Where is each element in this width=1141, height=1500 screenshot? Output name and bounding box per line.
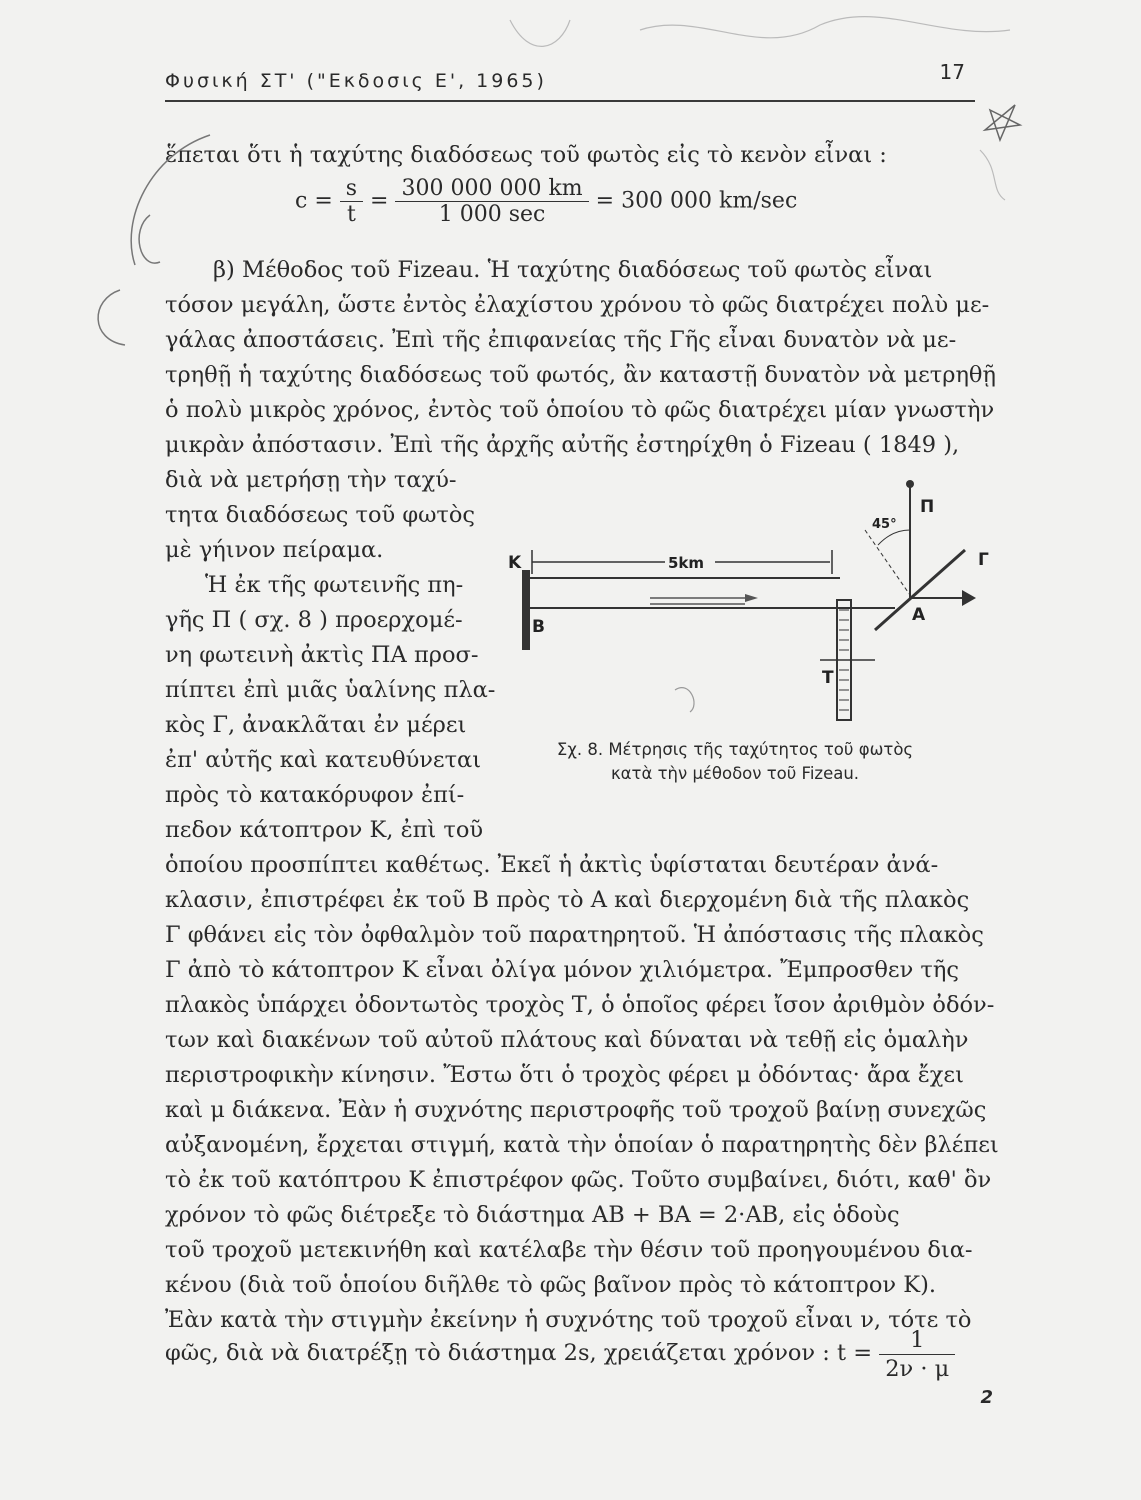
formula-result: = 300 000 km/sec <box>595 188 798 214</box>
distance-label: 5km <box>668 554 705 572</box>
text-line: τρηθῇ ἡ ταχύτης διαδόσεως τοῦ φωτός, ἂν καταστῇ δυνατὸν νὰ μετρηθῇ <box>165 362 996 388</box>
faint-pencil-stroke <box>980 150 1005 200</box>
fraction-denominator: t <box>346 202 356 227</box>
final-line-text: φῶς, διὰ νὰ διατρέξῃ τὸ διάστημα 2s, χρειάζεται χρόνον : <box>165 1340 830 1366</box>
observer-eye-icon <box>962 590 976 606</box>
caption-line-2: κατὰ τὴν μέθοδον τοῦ Fizeau. <box>610 764 860 783</box>
text-line: γάλας ἀποστάσεις. Ἐπὶ τῆς ἐπιφανείας τῆς Γῆς εἶναι δυνατὸν νὰ με- <box>165 327 957 353</box>
faint-pencil-stroke <box>510 20 570 46</box>
fraction-numerator: 1 <box>879 1326 955 1355</box>
text-line: Ἐὰν κατὰ τὴν στιγμὴν ἐκείνην ἡ συχνότης τοῦ τροχοῦ εἶναι ν, τότε τὸ <box>165 1307 972 1333</box>
fraction-numerator: s <box>340 176 363 202</box>
text-line: μὲ γήινον πείραμα. <box>165 537 384 563</box>
text-line: κένου (διὰ τοῦ ὁποίου διῆλθε τὸ φῶς βαῖνον πρὸς τὸ κάτοπτρον Κ). <box>165 1272 936 1298</box>
caption-line-1: Σχ. 8. Μέτρησις τῆς ταχύτητος τοῦ φωτὸς <box>556 740 914 759</box>
angle-arc <box>878 530 910 545</box>
text-line: τοῦ τροχοῦ μετεκινήθη καὶ κατέλαβε τὴν θέσιν τοῦ προηγουμένου δια- <box>165 1237 973 1263</box>
fraction-s-over-t <box>340 176 363 227</box>
text-line: πεδον κάτοπτρον Κ, ἐπὶ τοῦ <box>165 817 484 843</box>
fraction-numerator: 300 000 000 km <box>395 176 588 202</box>
label-b: Β <box>532 617 545 637</box>
fraction-time <box>879 1326 955 1383</box>
text-line: Γ ἀπὸ τὸ κάτοπτρον Κ εἶναι ὀλίγα μόνον χιλιόμετρα. Ἔμπροσθεν τῆς <box>165 957 959 983</box>
text-line: κλασιν, ἐπιστρέφει ἐκ τοῦ Β πρὸς τὸ Α καὶ διερχομένη διὰ τῆς πλακὸς <box>165 887 970 913</box>
figure-caption <box>555 738 915 786</box>
label-t: Τ <box>822 668 834 688</box>
header-title: Φυσική ΣΤ' ("Εκδοσις Ε', 1965) <box>165 70 547 92</box>
pencil-stroke <box>139 215 160 263</box>
fraction-denominator: 2ν · μ <box>885 1355 950 1382</box>
formula-speed-of-light <box>295 176 797 227</box>
text-line: πίπτει ἐπὶ μιᾶς ὑαλίνης πλα- <box>165 677 496 703</box>
pencil-stroke <box>98 290 125 345</box>
text-line: αὐξανομένη, ἔρχεται στιγμή, κατὰ τὴν ὁποίαν ὁ παρατηρητὴς δὲν βλέπει <box>165 1132 999 1158</box>
light-source-icon <box>906 480 914 488</box>
page-number: 17 <box>939 60 965 84</box>
text-line: πρὸς τὸ κατακόρυφον ἐπί- <box>165 782 465 808</box>
text-line: β) Μέθοδος τοῦ Fizeau. Ἡ ταχύτης διαδόσεως τοῦ φωτὸς εἶναι <box>213 257 933 283</box>
star-mark-icon <box>985 105 1020 140</box>
label-k: Κ <box>508 553 522 573</box>
label-angle: 45° <box>872 517 897 532</box>
text-line: ὁποίου προσπίπτει καθέτως. Ἐκεῖ ἡ ἀκτὶς ὑφίσταται δευτέραν ἀνά- <box>165 852 939 878</box>
text-line: πλακὸς ὑπάρχει ὀδοντωτὸς τροχὸς Τ, ὁ ὁποῖος φέρει ἴσον ἀριθμὸν ὀδόν- <box>165 992 995 1018</box>
text-line: κὸς Γ, ἀνακλᾶται ἐν μέρει <box>165 712 467 738</box>
running-head <box>165 60 975 102</box>
angle-guide <box>865 530 910 595</box>
label-p: Π <box>920 497 935 517</box>
faint-pencil-stroke <box>640 17 1010 38</box>
figure-fizeau-apparatus <box>500 470 990 730</box>
text-line: των καὶ διακένων τοῦ αὐτοῦ πλάτους καὶ δύναται νὰ τεθῇ εἰς ὁμαλὴν <box>165 1027 969 1053</box>
text-line: Ἡ ἐκ τῆς φωτεινῆς πη- <box>205 572 464 598</box>
signature-mark: 2 <box>980 1387 993 1408</box>
label-a: Α <box>912 605 926 625</box>
intro-line: ἕπεται ὅτι ἡ ταχύτης διαδόσεως τοῦ φωτὸς εἰς τὸ κενὸν εἶναι : <box>165 142 887 168</box>
formula-equals: = <box>370 188 389 214</box>
text-line: τητα διαδόσεως τοῦ φωτὸς <box>165 502 476 528</box>
text-line: νη φωτεινὴ ἀκτὶς ΠΑ προσ- <box>165 642 479 668</box>
time-equals: t = <box>837 1340 873 1366</box>
text-line: Γ φθάνει εἰς τὸν ὀφθαλμὸν τοῦ παρατηρητοῦ. Ἡ ἀπόστασις τῆς πλακὸς <box>165 922 984 948</box>
label-g: Γ <box>978 550 989 570</box>
final-formula-line <box>165 1318 970 1388</box>
text-line: ὁ πολὺ μικρὸς χρόνος, ἐντὸς τοῦ ὁποίου τὸ φῶς διατρέχει μίαν γνωστὴν <box>165 397 995 423</box>
text-line: διὰ νὰ μετρήσῃ τὴν ταχύ- <box>165 467 457 493</box>
arrowhead-forward <box>745 594 758 602</box>
text-line: περιστροφικὴν κίνησιν. Ἔστω ὅτι ὁ τροχὸς φέρει μ ὀδόντας· ἄρα ἔχει <box>165 1062 964 1088</box>
text-line: μικρὰν ἀπόστασιν. Ἐπὶ τῆς ἀρχῆς αὐτῆς ἐστηρίχθη ὁ Fizeau ( 1849 ), <box>165 432 960 458</box>
fraction-denominator: 1 000 sec <box>438 202 546 227</box>
mirror-k <box>522 570 530 650</box>
text-line: γῆς Π ( σχ. 8 ) προερχομέ- <box>165 607 463 633</box>
formula-lhs: c = <box>295 188 333 214</box>
text-line: χρόνον τὸ φῶς διέτρεξε τὸ διάστημα ΑΒ + ΒΑ = 2·ΑΒ, εἰς ὁδοὺς <box>165 1202 900 1228</box>
text-line: καὶ μ διάκενα. Ἐὰν ἡ συχνότης περιστροφῆς τοῦ τροχοῦ βαίνῃ συνεχῶς <box>165 1097 987 1123</box>
text-line: τὸ ἐκ τοῦ κατόπτρου Κ ἐπιστρέφον φῶς. Τοῦτο συμβαίνει, διότι, καθ' ὃν <box>165 1167 992 1193</box>
text-line: τόσον μεγάλη, ὥστε ἐντὸς ἐλαχίστου χρόνου τὸ φῶς διατρέχει πολὺ με- <box>165 292 990 318</box>
fraction-distance-over-time <box>395 176 588 227</box>
text-line: ἐπ' αὐτῆς καὶ κατευθύνεται <box>165 747 482 773</box>
